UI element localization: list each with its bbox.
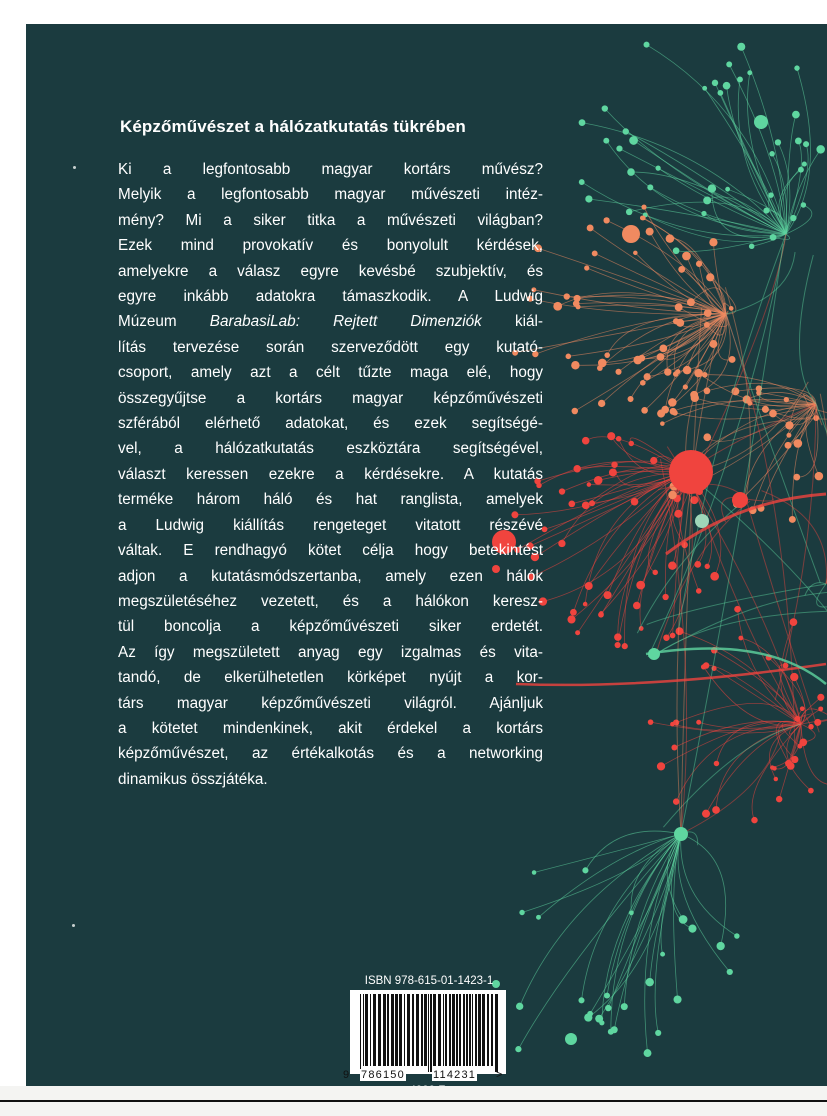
- network-node: [695, 514, 709, 528]
- network-node: [815, 472, 824, 481]
- barcode-bar: [487, 994, 489, 1066]
- network-node: [650, 457, 657, 464]
- network-node: [714, 761, 719, 766]
- blurb-line: Ezek mind provokatív és bonyolult kérdések,: [118, 237, 543, 255]
- network-node: [668, 561, 676, 569]
- barcode-bar: [370, 994, 371, 1066]
- blurb-line: képzőművészet, az értékalkotás és a networking: [118, 745, 543, 763]
- network-node: [585, 582, 593, 590]
- network-node: [726, 61, 732, 67]
- network-node: [705, 564, 710, 569]
- network-node: [673, 798, 679, 804]
- network-node: [666, 234, 675, 243]
- network-node: [704, 309, 712, 317]
- blurb-line: csoport, amely azt a célt tűzte maga elé, hogy: [118, 364, 543, 382]
- network-node: [582, 437, 590, 445]
- isbn-label: ISBN 978-615-01-1423-1: [364, 975, 494, 987]
- barcode-bar: [449, 994, 451, 1066]
- barcode-bar: [383, 994, 386, 1066]
- network-node: [816, 145, 825, 154]
- blurb-line: lítás tervezése során szerveződött egy kutató-: [118, 338, 543, 356]
- network-edge: [534, 290, 726, 314]
- network-edge: [656, 591, 827, 654]
- barcode-bar: [391, 994, 394, 1066]
- network-node: [644, 1049, 652, 1057]
- blurb-line: választ keressen ezekre a kérdésekre. A kutatás: [118, 465, 543, 483]
- network-node: [817, 694, 824, 701]
- dust-speck: [73, 166, 76, 169]
- barcode-bar: [466, 994, 468, 1066]
- network-node: [611, 1026, 618, 1033]
- network-edge: [588, 834, 681, 1018]
- blurb-line: adjon a kutatásmódszertanba, amely ezen hálók: [118, 567, 543, 585]
- network-node: [795, 138, 802, 145]
- network-node: [655, 1030, 661, 1036]
- network-node: [627, 168, 635, 176]
- network-edge: [595, 253, 726, 314]
- barcode-bar: [395, 994, 398, 1066]
- network-node: [646, 978, 654, 986]
- barcode-bar: [363, 994, 364, 1066]
- network-node: [701, 211, 706, 216]
- network-node: [732, 492, 748, 508]
- network-node: [582, 867, 588, 873]
- barcode-bar: [360, 994, 361, 1072]
- network-node: [628, 396, 634, 402]
- network-node: [603, 138, 609, 144]
- network-node: [802, 162, 807, 167]
- barcode-bar: [478, 994, 481, 1066]
- network-edge: [681, 834, 737, 936]
- network-node: [559, 488, 565, 494]
- network-node: [723, 82, 731, 90]
- network-node: [694, 561, 701, 568]
- barcode-right-group: 114231: [433, 1069, 477, 1081]
- network-node: [769, 151, 774, 156]
- network-edge: [582, 123, 786, 234]
- barcode-bar: [482, 994, 485, 1066]
- blurb-line: összegyűjtse a kortárs magyar képzőművészeti: [118, 389, 543, 407]
- network-edge: [762, 491, 827, 584]
- barcode-bar: [421, 994, 423, 1066]
- book-back-cover: [26, 24, 827, 1086]
- network-node: [661, 406, 669, 414]
- network-node: [604, 591, 612, 599]
- network-node: [674, 510, 682, 518]
- barcode-bar: [495, 994, 498, 1072]
- network-node: [669, 450, 713, 494]
- network-node: [725, 187, 730, 192]
- barcode-bar: [424, 994, 427, 1066]
- network-node: [775, 139, 781, 145]
- blurb-line: dinamikus összjátéka.: [118, 770, 268, 788]
- network-node: [709, 238, 717, 246]
- network-node: [611, 462, 617, 468]
- network-node: [587, 225, 594, 232]
- network-node: [676, 627, 684, 635]
- network-edge: [660, 459, 686, 834]
- network-node: [607, 432, 615, 440]
- network-node: [727, 969, 733, 975]
- network-node: [567, 615, 575, 623]
- barcode-bar: [430, 994, 432, 1072]
- network-edge: [746, 499, 773, 501]
- network-node: [532, 870, 536, 874]
- blurb-line: megszületéséhez vezetett, és a hálókon keresz-: [118, 592, 543, 610]
- network-node: [579, 179, 585, 185]
- blurb-line: terméke három háló és hat ranglista, amelyek: [118, 491, 543, 509]
- network-edge: [646, 648, 826, 684]
- blurb-text: [118, 157, 543, 792]
- network-node: [747, 70, 752, 75]
- network-node: [640, 380, 646, 386]
- network-edge: [590, 834, 681, 1014]
- network-node: [751, 817, 757, 823]
- network-node: [770, 765, 774, 769]
- network-node: [594, 476, 603, 485]
- network-node: [662, 594, 668, 600]
- blurb-line: mény? Mi a siker titka a művészeti világban?: [118, 211, 543, 229]
- network-node: [688, 925, 696, 933]
- network-node: [737, 43, 745, 51]
- network-node: [794, 65, 799, 70]
- barcode-bar: [445, 994, 447, 1066]
- network-node: [604, 352, 610, 358]
- barcode-bar: [456, 994, 458, 1066]
- network-node: [536, 915, 541, 920]
- network-node: [652, 570, 657, 575]
- network-node: [633, 602, 641, 610]
- network-node: [671, 744, 677, 750]
- network-node: [792, 111, 800, 119]
- barcode-bar: [438, 994, 441, 1066]
- barcode-bar: [373, 994, 376, 1066]
- network-node: [808, 788, 814, 794]
- network-node: [614, 633, 621, 640]
- network-node: [564, 293, 570, 299]
- network-node: [602, 105, 608, 111]
- network-node: [762, 406, 769, 413]
- network-node: [589, 500, 595, 506]
- network-edge: [582, 182, 786, 236]
- network-node: [566, 354, 572, 360]
- network-edge: [520, 834, 681, 1006]
- network-node: [803, 141, 809, 147]
- network-node: [706, 273, 714, 281]
- cover-title: Képzőművészet a hálózatkutatás tükrében: [120, 117, 466, 136]
- blurb-line: Múzeum BarabasiLab: Rejtett Dimenziók kiál-: [118, 313, 544, 331]
- network-node: [595, 1015, 603, 1023]
- network-node: [668, 491, 676, 499]
- network-edge: [678, 834, 730, 972]
- network-node: [622, 225, 640, 243]
- network-node: [568, 500, 575, 507]
- network-node: [626, 209, 633, 216]
- network-node: [519, 910, 524, 915]
- network-edge: [614, 834, 681, 1030]
- network-node: [673, 247, 680, 254]
- barcode-bar: [407, 994, 410, 1066]
- network-node: [629, 136, 638, 145]
- network-edge: [786, 205, 812, 234]
- network-node: [628, 441, 634, 447]
- network-node: [710, 572, 719, 581]
- network-node: [786, 433, 791, 438]
- network-node: [633, 251, 638, 256]
- barcode-bar: [469, 994, 471, 1066]
- barcode-bar: [472, 994, 473, 1066]
- network-node: [597, 365, 603, 371]
- network-node: [790, 673, 798, 681]
- barcode-bar: [404, 994, 405, 1066]
- network-node: [604, 993, 610, 999]
- network-node: [578, 997, 584, 1003]
- barcode-bar: [412, 994, 414, 1066]
- network-edge: [576, 303, 726, 314]
- blurb-line: a Ludwig kiállítás rengeteget vitatott részévé: [118, 516, 543, 534]
- network-node: [670, 633, 676, 639]
- network-node: [754, 115, 768, 129]
- network-node: [575, 630, 580, 635]
- network-node: [639, 355, 646, 362]
- network-node: [687, 298, 695, 306]
- network-edge: [681, 735, 780, 834]
- network-edge: [799, 255, 816, 404]
- blurb-line: vel, a hálózatkutatás eszköztára segítségével,: [118, 440, 543, 458]
- network-node: [603, 217, 609, 223]
- network-node: [641, 407, 648, 414]
- barcode-bar: [443, 994, 444, 1066]
- barcode-end-mark: >: [496, 1069, 503, 1081]
- barcode-bar: [365, 994, 368, 1066]
- network-edge: [712, 189, 786, 238]
- network-node: [737, 77, 743, 83]
- network-node: [675, 303, 683, 311]
- network-node: [565, 1033, 577, 1045]
- network-node: [734, 933, 739, 938]
- network-node: [673, 719, 679, 725]
- network-node: [587, 482, 592, 487]
- network-edge: [530, 472, 686, 546]
- network-node: [660, 421, 665, 426]
- barcode-bar: [475, 994, 477, 1066]
- network-node: [769, 410, 777, 418]
- network-node: [571, 361, 579, 369]
- barcode-bar: [399, 994, 402, 1066]
- blurb-line: a kötetet mindenkinek, akit érdekel a kortárs: [118, 719, 543, 737]
- network-node: [599, 611, 604, 616]
- network-node: [674, 995, 682, 1003]
- network-node: [729, 356, 736, 363]
- network-edge: [792, 404, 816, 519]
- network-node: [579, 119, 586, 126]
- network-node: [584, 265, 589, 270]
- network-node: [558, 540, 565, 547]
- network-node: [789, 516, 796, 523]
- network-node: [592, 250, 598, 256]
- barcode-panel: [343, 990, 506, 1081]
- network-node: [716, 942, 724, 950]
- network-node: [644, 373, 651, 380]
- exhibition-title-italic: BarabasiLab: Rejtett Dimenziók: [209, 313, 482, 331]
- network-node: [702, 810, 710, 818]
- barcode-bar: [491, 994, 493, 1066]
- network-node: [696, 588, 702, 594]
- blurb-line: tandó, de elkerülhetetlen körképet nyújt a kor-: [118, 669, 543, 687]
- barcode-bar: [433, 994, 436, 1066]
- network-node: [598, 400, 605, 407]
- blurb-line: egyre inkább adatokra támaszkodik. A Ludwig: [118, 288, 543, 306]
- network-node: [660, 952, 665, 957]
- network-node: [585, 195, 592, 202]
- network-node: [704, 388, 711, 395]
- barcode-bar: [387, 994, 389, 1066]
- network-node: [682, 252, 691, 261]
- network-node: [616, 145, 622, 151]
- network-node: [683, 384, 688, 389]
- barcode-bar: [459, 994, 461, 1066]
- network-node: [674, 827, 688, 841]
- blurb-line: Melyik a legfontosabb magyar művészeti intéz-: [118, 186, 543, 204]
- network-edge: [647, 45, 786, 234]
- barcode-bar: [452, 994, 455, 1066]
- network-node: [749, 244, 755, 250]
- network-node: [644, 42, 650, 48]
- barcode-bar: [463, 994, 465, 1066]
- network-node: [818, 706, 823, 711]
- network-node: [648, 719, 654, 725]
- blurb-line: szférából elérhető adatokat, és ezek segítségé-: [118, 415, 543, 433]
- network-node: [774, 777, 778, 781]
- network-node: [696, 720, 701, 725]
- network-node: [738, 636, 743, 641]
- network-node: [712, 806, 720, 814]
- network-node: [584, 1013, 592, 1021]
- network-node: [663, 634, 669, 640]
- dust-speck: [72, 924, 75, 927]
- blurb-line: amelyekre a válasz egyre kevésbé szubjektív, és: [118, 262, 543, 280]
- network-node: [621, 1003, 628, 1010]
- network-node: [641, 216, 646, 221]
- network-node: [656, 165, 661, 170]
- blurb-line: váltak. E rendhagyó kötet célja hogy betekintést: [118, 542, 543, 560]
- barcode-block: [343, 974, 510, 1102]
- barcode-digits: [343, 1069, 506, 1083]
- blurb-line: társ magyar képzőművészeti világról. Ajánljuk: [118, 694, 543, 712]
- network-edge: [522, 834, 681, 913]
- network-node: [763, 207, 769, 213]
- network-node: [672, 410, 678, 416]
- network-edge: [746, 499, 819, 732]
- barcode-first-digit: 9: [343, 1069, 350, 1081]
- network-node: [615, 642, 621, 648]
- network-node: [703, 433, 711, 441]
- network-node: [572, 408, 578, 414]
- barcode-bar: [428, 994, 429, 1072]
- barcode-left-group: 786150: [361, 1069, 405, 1081]
- blurb-line: Ki a legfontosabb magyar kortárs művész?: [118, 161, 543, 178]
- network-node: [570, 609, 577, 616]
- network-node: [696, 261, 702, 267]
- blurb-line: Az így megszületett anyag egy izgalmas és vita-: [118, 643, 543, 661]
- network-node: [622, 643, 628, 649]
- network-node: [516, 1003, 523, 1010]
- network-node: [785, 442, 792, 449]
- page-edge-line: [0, 1100, 827, 1102]
- network-edge: [681, 834, 726, 946]
- network-node: [515, 1046, 521, 1052]
- network-node: [583, 602, 588, 607]
- network-node: [776, 796, 782, 802]
- network-node: [718, 90, 724, 96]
- barcode-bar: [416, 994, 419, 1066]
- barcode-bar: [378, 994, 381, 1066]
- network-node: [701, 664, 706, 669]
- network-node: [712, 80, 718, 86]
- network-edge: [644, 207, 726, 314]
- network-node: [615, 369, 621, 375]
- barcode-bars: [350, 990, 506, 1074]
- network-edge: [577, 295, 726, 314]
- network-node: [800, 706, 805, 711]
- network-node: [648, 648, 660, 660]
- network-node: [641, 204, 646, 209]
- blurb-line: tül boncolja a képzőművészeti siker erdetét.: [118, 618, 543, 636]
- network-node: [646, 228, 654, 236]
- network-node: [657, 762, 665, 770]
